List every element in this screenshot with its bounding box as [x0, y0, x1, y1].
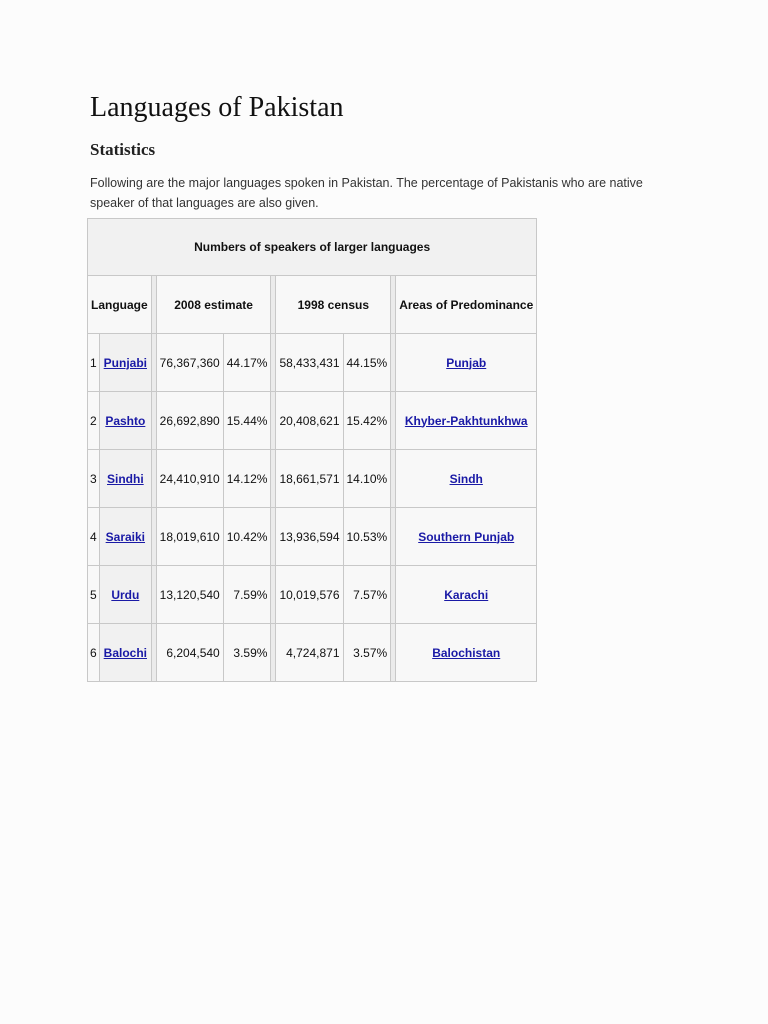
- area-link[interactable]: Punjab: [446, 355, 487, 370]
- estimate-count: 76,367,360: [156, 334, 223, 392]
- language-cell: [100, 566, 152, 624]
- area-link[interactable]: Sindh: [449, 471, 483, 486]
- census-percent: 44.15%: [343, 334, 391, 392]
- estimate-percent: 7.59%: [223, 566, 271, 624]
- language-link[interactable]: Pashto: [105, 413, 146, 428]
- estimate-count: 13,120,540: [156, 566, 223, 624]
- language-cell: [100, 450, 152, 508]
- row-number: 2: [88, 392, 100, 450]
- census-percent: 14.10%: [343, 450, 391, 508]
- table-row: [88, 508, 537, 566]
- table-row: [88, 392, 537, 450]
- census-percent: 15.42%: [343, 392, 391, 450]
- header-1998-census: 1998 census: [276, 276, 391, 334]
- census-count: 13,936,594: [276, 508, 343, 566]
- area-cell: [396, 624, 537, 682]
- area-cell: [396, 508, 537, 566]
- header-2008-estimate: 2008 estimate: [156, 276, 271, 334]
- estimate-count: 6,204,540: [156, 624, 223, 682]
- census-count: 4,724,871: [276, 624, 343, 682]
- header-language: Language: [88, 276, 152, 334]
- section-heading: Statistics: [90, 140, 156, 159]
- language-link[interactable]: Sindhi: [107, 471, 144, 486]
- census-count: 58,433,431: [276, 334, 343, 392]
- languages-table: [87, 218, 537, 682]
- census-percent: 3.57%: [343, 624, 391, 682]
- row-number: 3: [88, 450, 100, 508]
- table-header-row: [88, 276, 537, 334]
- area-link[interactable]: Southern Punjab: [418, 529, 515, 544]
- language-link[interactable]: Saraiki: [105, 529, 146, 544]
- page-title: Languages of Pakistan: [90, 92, 344, 123]
- area-cell: [396, 334, 537, 392]
- area-cell: [396, 450, 537, 508]
- table-row: [88, 624, 537, 682]
- estimate-percent: 44.17%: [223, 334, 271, 392]
- table-caption-row: [88, 219, 537, 276]
- row-number: 1: [88, 334, 100, 392]
- estimate-percent: 14.12%: [223, 450, 271, 508]
- area-link[interactable]: Balochistan: [432, 645, 501, 660]
- row-number: 4: [88, 508, 100, 566]
- area-link[interactable]: Khyber-Pakhtunkhwa: [404, 413, 528, 428]
- estimate-count: 26,692,890: [156, 392, 223, 450]
- language-cell: [100, 624, 152, 682]
- estimate-percent: 10.42%: [223, 508, 271, 566]
- table-row: [88, 450, 537, 508]
- language-link[interactable]: Urdu: [111, 587, 140, 602]
- census-percent: 10.53%: [343, 508, 391, 566]
- census-count: 18,661,571: [276, 450, 343, 508]
- census-count: 20,408,621: [276, 392, 343, 450]
- language-cell: [100, 508, 152, 566]
- census-percent: 7.57%: [343, 566, 391, 624]
- row-number: 6: [88, 624, 100, 682]
- row-number: 5: [88, 566, 100, 624]
- estimate-count: 18,019,610: [156, 508, 223, 566]
- language-link[interactable]: Punjabi: [103, 355, 147, 370]
- table-row: [88, 334, 537, 392]
- area-link[interactable]: Karachi: [444, 587, 489, 602]
- header-areas: Areas of Predominance: [396, 276, 537, 334]
- table-body: [88, 334, 537, 682]
- estimate-percent: 3.59%: [223, 624, 271, 682]
- intro-paragraph: Following are the major languages spoken in Pakistan. The percentage of Pakistanis who are native speaker of that languages are also given.: [90, 176, 643, 210]
- area-cell: [396, 566, 537, 624]
- table-row: [88, 566, 537, 624]
- estimate-count: 24,410,910: [156, 450, 223, 508]
- census-count: 10,019,576: [276, 566, 343, 624]
- language-link[interactable]: Balochi: [103, 645, 147, 660]
- estimate-percent: 15.44%: [223, 392, 271, 450]
- table-caption: Numbers of speakers of larger languages: [88, 219, 537, 276]
- area-cell: [396, 392, 537, 450]
- language-cell: [100, 334, 152, 392]
- language-cell: [100, 392, 152, 450]
